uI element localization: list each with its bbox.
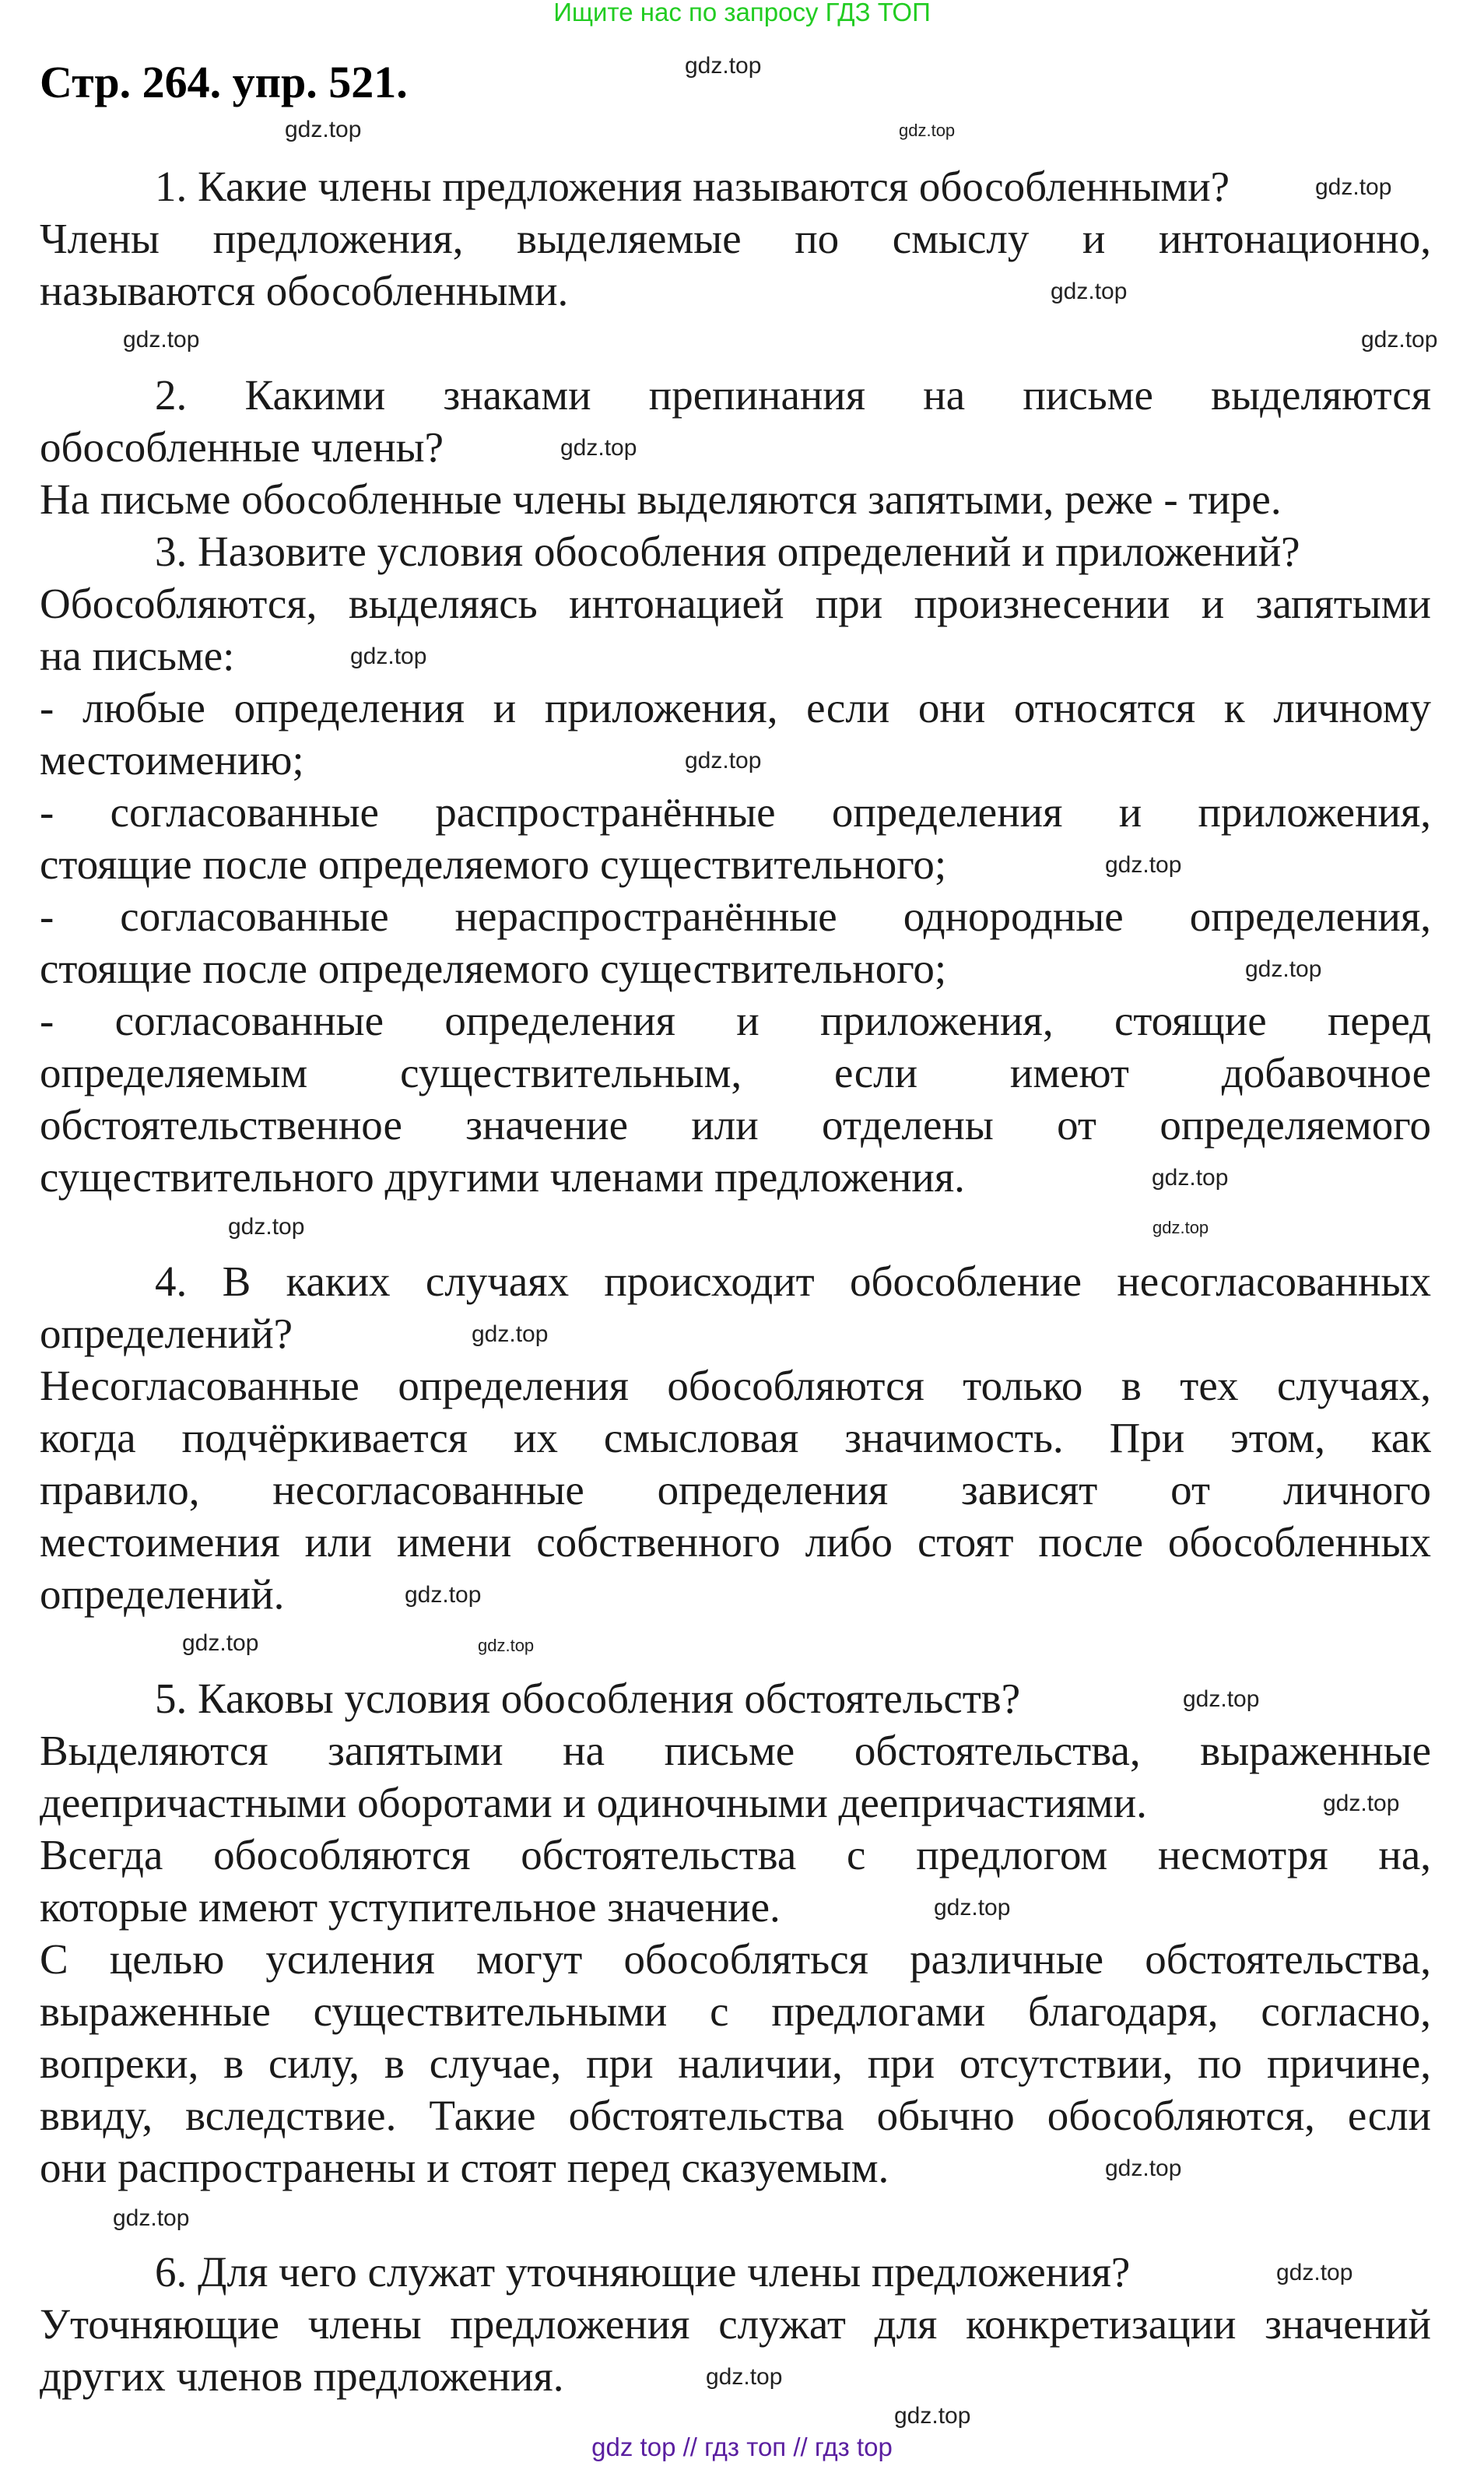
text-line: деепричастными оборотами и одиночными деепричастиями. bbox=[40, 1779, 1147, 1826]
watermark: gdz.top bbox=[1105, 2156, 1182, 2181]
text-line: которые имеют уступительное значение. bbox=[40, 1883, 781, 1931]
text-line: существительного другими членами предложения. bbox=[40, 1153, 965, 1201]
question-line: 5. Каковы условия обособления обстоятельств? bbox=[155, 1675, 1021, 1722]
watermark: gdz.top bbox=[472, 1321, 549, 1347]
text-line: определений? bbox=[40, 1310, 293, 1357]
search-banner-link[interactable]: Ищите нас по запросу ГДЗ ТОП bbox=[553, 0, 931, 26]
text-line: выраженные существительными с предлогами благодаря, согласно, bbox=[40, 1987, 1431, 2035]
text-line: Выделяются запятыми на письме обстоятельства, выраженные bbox=[40, 1727, 1431, 1774]
page-title: Стр. 264. упр. 521. bbox=[40, 57, 408, 107]
text-line: На письме обособленные члены выделяются запятыми, реже - тире. bbox=[40, 475, 1282, 523]
answer-section bbox=[40, 1255, 1431, 1620]
watermark: gdz.top bbox=[350, 644, 427, 669]
watermark: gdz.top bbox=[1245, 956, 1322, 982]
text-line: определяемым существительным, если имеют добавочное bbox=[40, 1049, 1431, 1096]
watermark: gdz.top bbox=[899, 121, 956, 140]
watermark: gdz.top bbox=[560, 435, 637, 461]
question-line: 3. Назовите условия обособления определений и приложений? bbox=[155, 528, 1300, 575]
text-line: правило, несогласованные определения зависят от личного bbox=[40, 1466, 1431, 1514]
watermark: gdz.top bbox=[1152, 1218, 1209, 1237]
question-line: 4. В каких случаях происходит обособление несогласованных bbox=[155, 1258, 1431, 1305]
text-line: Уточняющие члены предложения служат для конкретизации значений bbox=[40, 2300, 1431, 2348]
watermark: gdz.top bbox=[478, 1636, 535, 1655]
text-line: стоящие после определяемого существительного; bbox=[40, 840, 947, 888]
watermark: gdz.top bbox=[228, 1214, 305, 1240]
footer-links[interactable]: gdz top // гдз топ // гдз top bbox=[591, 2433, 893, 2461]
text-line: на письме: bbox=[40, 632, 235, 679]
watermark: gdz.top bbox=[182, 1630, 259, 1656]
text-line: других членов предложения. bbox=[40, 2352, 564, 2400]
answer-section bbox=[40, 160, 1431, 317]
watermark: gdz.top bbox=[1051, 279, 1128, 304]
answer-section bbox=[40, 369, 1431, 1203]
watermark: gdz.top bbox=[1361, 327, 1438, 353]
question-line: 2. Какими знаками препинания на письме выделяются bbox=[155, 371, 1431, 419]
text-line: обособленные члены? bbox=[40, 423, 444, 471]
watermark: gdz.top bbox=[113, 2205, 190, 2231]
watermark: gdz.top bbox=[1315, 174, 1392, 200]
text-line: С целью усиления могут обособляться различные обстоятельства, bbox=[40, 1935, 1431, 1983]
answer-text bbox=[40, 160, 1431, 2402]
text-line: определений. bbox=[40, 1570, 285, 1618]
text-line: стоящие после определяемого существительного; bbox=[40, 945, 947, 992]
watermark: gdz.top bbox=[405, 1582, 482, 1608]
watermark: gdz.top bbox=[285, 117, 362, 142]
watermark: gdz.top bbox=[1323, 1791, 1400, 1816]
watermark: gdz.top bbox=[894, 2403, 971, 2429]
watermark: gdz.top bbox=[1152, 1165, 1229, 1191]
text-line: они распространены и стоят перед сказуемым. bbox=[40, 2144, 889, 2191]
answer-section bbox=[40, 1672, 1431, 2194]
text-line: - согласованные нераспространённые однородные определения, bbox=[40, 893, 1431, 940]
watermark: gdz.top bbox=[685, 748, 762, 773]
watermark: gdz.top bbox=[685, 53, 762, 79]
watermark: gdz.top bbox=[934, 1895, 1011, 1921]
text-line: местоимения или имени собственного либо стоят после обособленных bbox=[40, 1518, 1431, 1566]
watermark: gdz.top bbox=[1276, 2260, 1353, 2285]
text-line: местоимению; bbox=[40, 736, 304, 784]
text-line: называются обособленными. bbox=[40, 267, 569, 314]
question-line: 1. Какие члены предложения называются обособленными? bbox=[155, 163, 1230, 210]
text-line: когда подчёркивается их смысловая значимость. При этом, как bbox=[40, 1414, 1431, 1461]
text-line: Всегда обособляются обстоятельства с предлогом несмотря на, bbox=[40, 1831, 1431, 1878]
text-line: ввиду, вследствие. Такие обстоятельства обычно обособляются, если bbox=[40, 2092, 1431, 2139]
text-line: обстоятельственное значение или отделены от определяемого bbox=[40, 1101, 1431, 1149]
text-line: Члены предложения, выделяемые по смыслу и интонационно, bbox=[40, 215, 1431, 262]
watermark: gdz.top bbox=[123, 327, 200, 353]
text-line: Обособляются, выделяясь интонацией при произнесении и запятыми bbox=[40, 580, 1431, 627]
text-line: вопреки, в силу, в случае, при наличии, при отсутствии, по причине, bbox=[40, 2040, 1431, 2087]
watermark: gdz.top bbox=[1105, 852, 1182, 878]
watermark: gdz.top bbox=[706, 2364, 783, 2390]
text-line: Несогласованные определения обособляются только в тех случаях, bbox=[40, 1362, 1431, 1409]
text-line: - любые определения и приложения, если они относятся к личному bbox=[40, 684, 1431, 731]
watermark: gdz.top bbox=[1183, 1686, 1260, 1712]
text-line: - согласованные распространённые определения и приложения, bbox=[40, 788, 1431, 836]
text-line: - согласованные определения и приложения, стоящие перед bbox=[40, 997, 1431, 1044]
question-line: 6. Для чего служат уточняющие члены предложения? bbox=[155, 2248, 1131, 2296]
